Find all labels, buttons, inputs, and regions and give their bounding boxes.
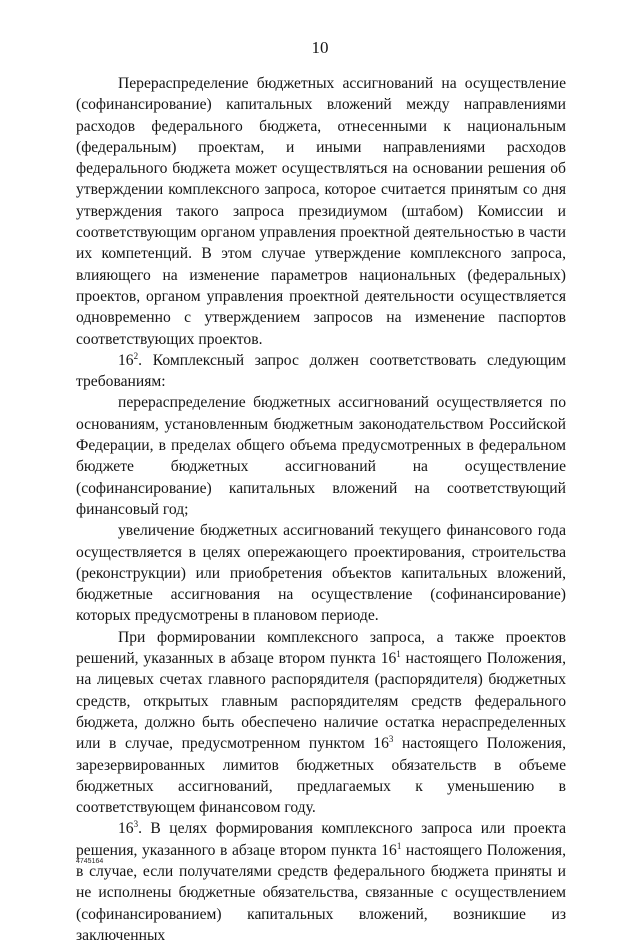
paragraph-requirement-2: увеличение бюджетных ассигнований текущего финансового года осуществляется в целях опережающего проектирования, строительства (реконструкции) или приобретения объектов капитальных вложений, бюджетные ассигнования на осуществление (софинансирование) которых предусмотрены в плановом периоде. [76,522,566,625]
paragraph-clause-16-2: $16^2$. Комплексный запрос должен соответствовать следующим требованиям: [76,350,566,391]
paragraph-formation: При формировании комплексного запроса, а также проектов решений, указанных в абзаце втором пункта $16^1$ настоящего Положения, на лицевых счетах главного распорядителя (распорядителя) бюджетных средств, открытых главным распорядителям средств федерального бюджета, должно быть обеспечено наличие остатка нераспределенных или в случае, предусмотренном пунктом $16^3$ настоящего Положения, зарезервированных лимитов бюджетных обязательств в объеме бюджетных ассигнований, предлагаемых к уменьшению в соответствующем финансовом году. [76,628,566,817]
paragraph-redistribution: Перераспределение бюджетных ассигнований на осуществление (софинансирование) капитальных вложений между направлениями расходов федерального бюджета, отнесенными к национальным (федеральным) проектам, и иными направлениями расходов федерального бюджета может осуществляться на основании решения об утверждении комплексного запроса, которое считается принятым со дня утверждения такого запроса президиумом (штабом) Комиссии и соответствующим органом управления проектной деятельностью в части их компетенций. В этом случае утверждение комплексного запроса, влияющего на изменение параметров национальных (федеральных) проектов, органом управления проектной деятельности осуществляется одновременно с утверждением запросов на изменение паспортов соответствующих проектов. [76,75,566,348]
paragraph-requirement-1: перераспределение бюджетных ассигнований осуществляется по основаниям, установленным бюджетным законодательством Российской Федерации, в пределах общего объема предусмотренных в федеральном бюджете бюджетных ассигнований на осуществление (софинансирование) капитальных вложений на соответствующий финансовый год; [76,394,566,518]
document-body [76,73,566,946]
page-number: 10 [311,38,329,57]
document-code: 4745164 [76,858,104,865]
paragraph-clause-16-3: $16^3$. В целях формирования комплексного запроса или проекта решения, указанного в абзаце втором пункта $16^1$ настоящего Положения, в случае, если получателями средств федерального бюджета приняты и не исполнены бюджетные обязательства, связанные с осуществлением (софинансированием) капитальных вложений, возникшие из заключенных [76,819,567,944]
